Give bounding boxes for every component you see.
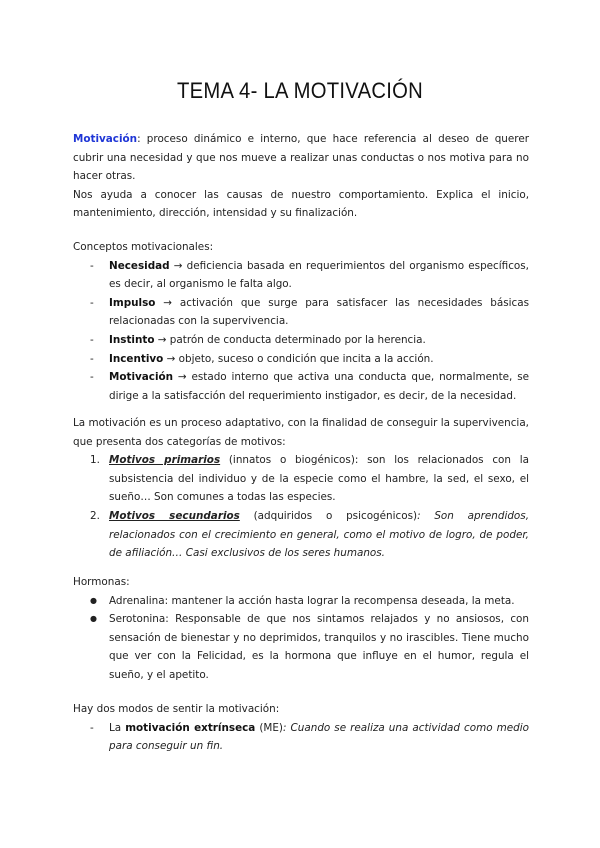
list-item — [73, 331, 529, 350]
concept-term: Instinto — [109, 333, 155, 346]
concept-text: → activación que surge para satisfacer las necesidades básicas relacionadas con la supervivencia. — [109, 296, 529, 328]
hormonas-heading: Hormonas: — [73, 576, 130, 588]
concept-term: Impulso — [109, 296, 156, 309]
motivos-intro: La motivación es un proceso adaptativo, con la finalidad de conseguir la supervivencia, que presenta dos categorías de motivos: — [73, 417, 529, 448]
list-marker: 1. — [90, 454, 100, 467]
hormona-text: Adrenalina: mantener la acción hasta lograr la recompensa deseada, la meta. — [109, 594, 515, 607]
hormonas-section — [73, 573, 529, 685]
motivos-section — [73, 414, 529, 563]
concept-term: Necesidad — [109, 259, 170, 272]
list-item — [73, 350, 529, 369]
modos-section — [73, 700, 529, 756]
concept-text: → objeto, suceso o condición que incita a la acción. — [163, 352, 434, 365]
intro-term: Motivación — [73, 133, 138, 145]
modo-paren: (ME) — [255, 721, 283, 734]
page-title: TEMA 4- LA MOTIVACIÓN — [176, 78, 424, 103]
motivo-term: Motivos primarios — [109, 454, 221, 467]
list-item — [73, 294, 529, 331]
modo-pre: La — [109, 721, 126, 734]
bullet-icon: ● — [90, 595, 97, 605]
list-item — [73, 368, 529, 405]
concept-text: → patrón de conducta determinado por la herencia. — [154, 333, 426, 346]
list-marker: - — [90, 296, 94, 309]
list-marker: - — [90, 352, 94, 365]
conceptos-section — [73, 238, 529, 405]
hormona-text: Serotonina: Responsable de que nos sintamos relajados y no ansiosos, con sensación de bienestar y no deprimidos, tranquilos y no irascibles. Tiene mucho que ver con la Felicidad, es la hormona que influye en el humor, regula el sueño, y el apetito. — [109, 613, 529, 681]
concept-text: → estado interno que activa una conducta que, normalmente, se dirige a la satisfacción del requerimiento instigador, es decir, de la necesidad. — [109, 371, 529, 402]
motivo-text: : Son aprendidos, relacionados con el crecimiento en general, como el motivo de logro, de poder, de afiliación… Casi exclusivos de los seres humanos. — [109, 509, 529, 560]
list-marker: 2. — [90, 509, 100, 522]
motivo-paren: (adquiridos o psicogénicos) — [239, 509, 418, 522]
motivo-text: : son los relacionados con la subsistencia del individuo y de la especie como el hambre, la sed, el sexo, el sueño… Son comunes a todas las especies. — [109, 454, 529, 504]
modo-term: motivación extrínseca — [125, 721, 256, 734]
conceptos-heading: Conceptos motivacionales: — [73, 241, 214, 253]
list-item — [73, 451, 529, 507]
list-item — [73, 257, 529, 294]
modos-heading: Hay dos modos de sentir la motivación: — [73, 703, 280, 715]
intro-paragraph — [73, 130, 529, 223]
intro-definition: : proceso dinámico e interno, que hace referencia al deseo de querer cubrir una necesidad y que nos mueve a realizar unas conductas o nos motiva para no hacer otras. — [73, 133, 529, 183]
intro-second: Nos ayuda a conocer las causas de nuestro comportamiento. Explica el inicio, mantenimiento, dirección, intensidad y su finalización. — [73, 188, 529, 220]
modo-text: : Cuando se realiza una actividad como medio para conseguir un fin. — [109, 721, 529, 753]
motivo-paren: (innatos o biogénicos) — [220, 454, 355, 467]
concept-term: Incentivo — [109, 352, 164, 365]
list-marker: - — [90, 371, 94, 384]
concept-text: → deficiencia basada en requerimientos del organismo específicos, es decir, al organismo le falta algo. — [109, 259, 529, 291]
list-marker: - — [90, 333, 94, 346]
concept-term: Motivación — [109, 371, 174, 384]
bullet-icon: ● — [90, 614, 97, 624]
list-item — [73, 592, 529, 611]
list-item — [73, 719, 529, 756]
motivo-term: Motivos secundarios — [109, 509, 240, 522]
list-marker: - — [90, 721, 94, 734]
list-marker: - — [90, 259, 94, 272]
list-item — [73, 610, 529, 684]
list-item — [73, 507, 529, 563]
